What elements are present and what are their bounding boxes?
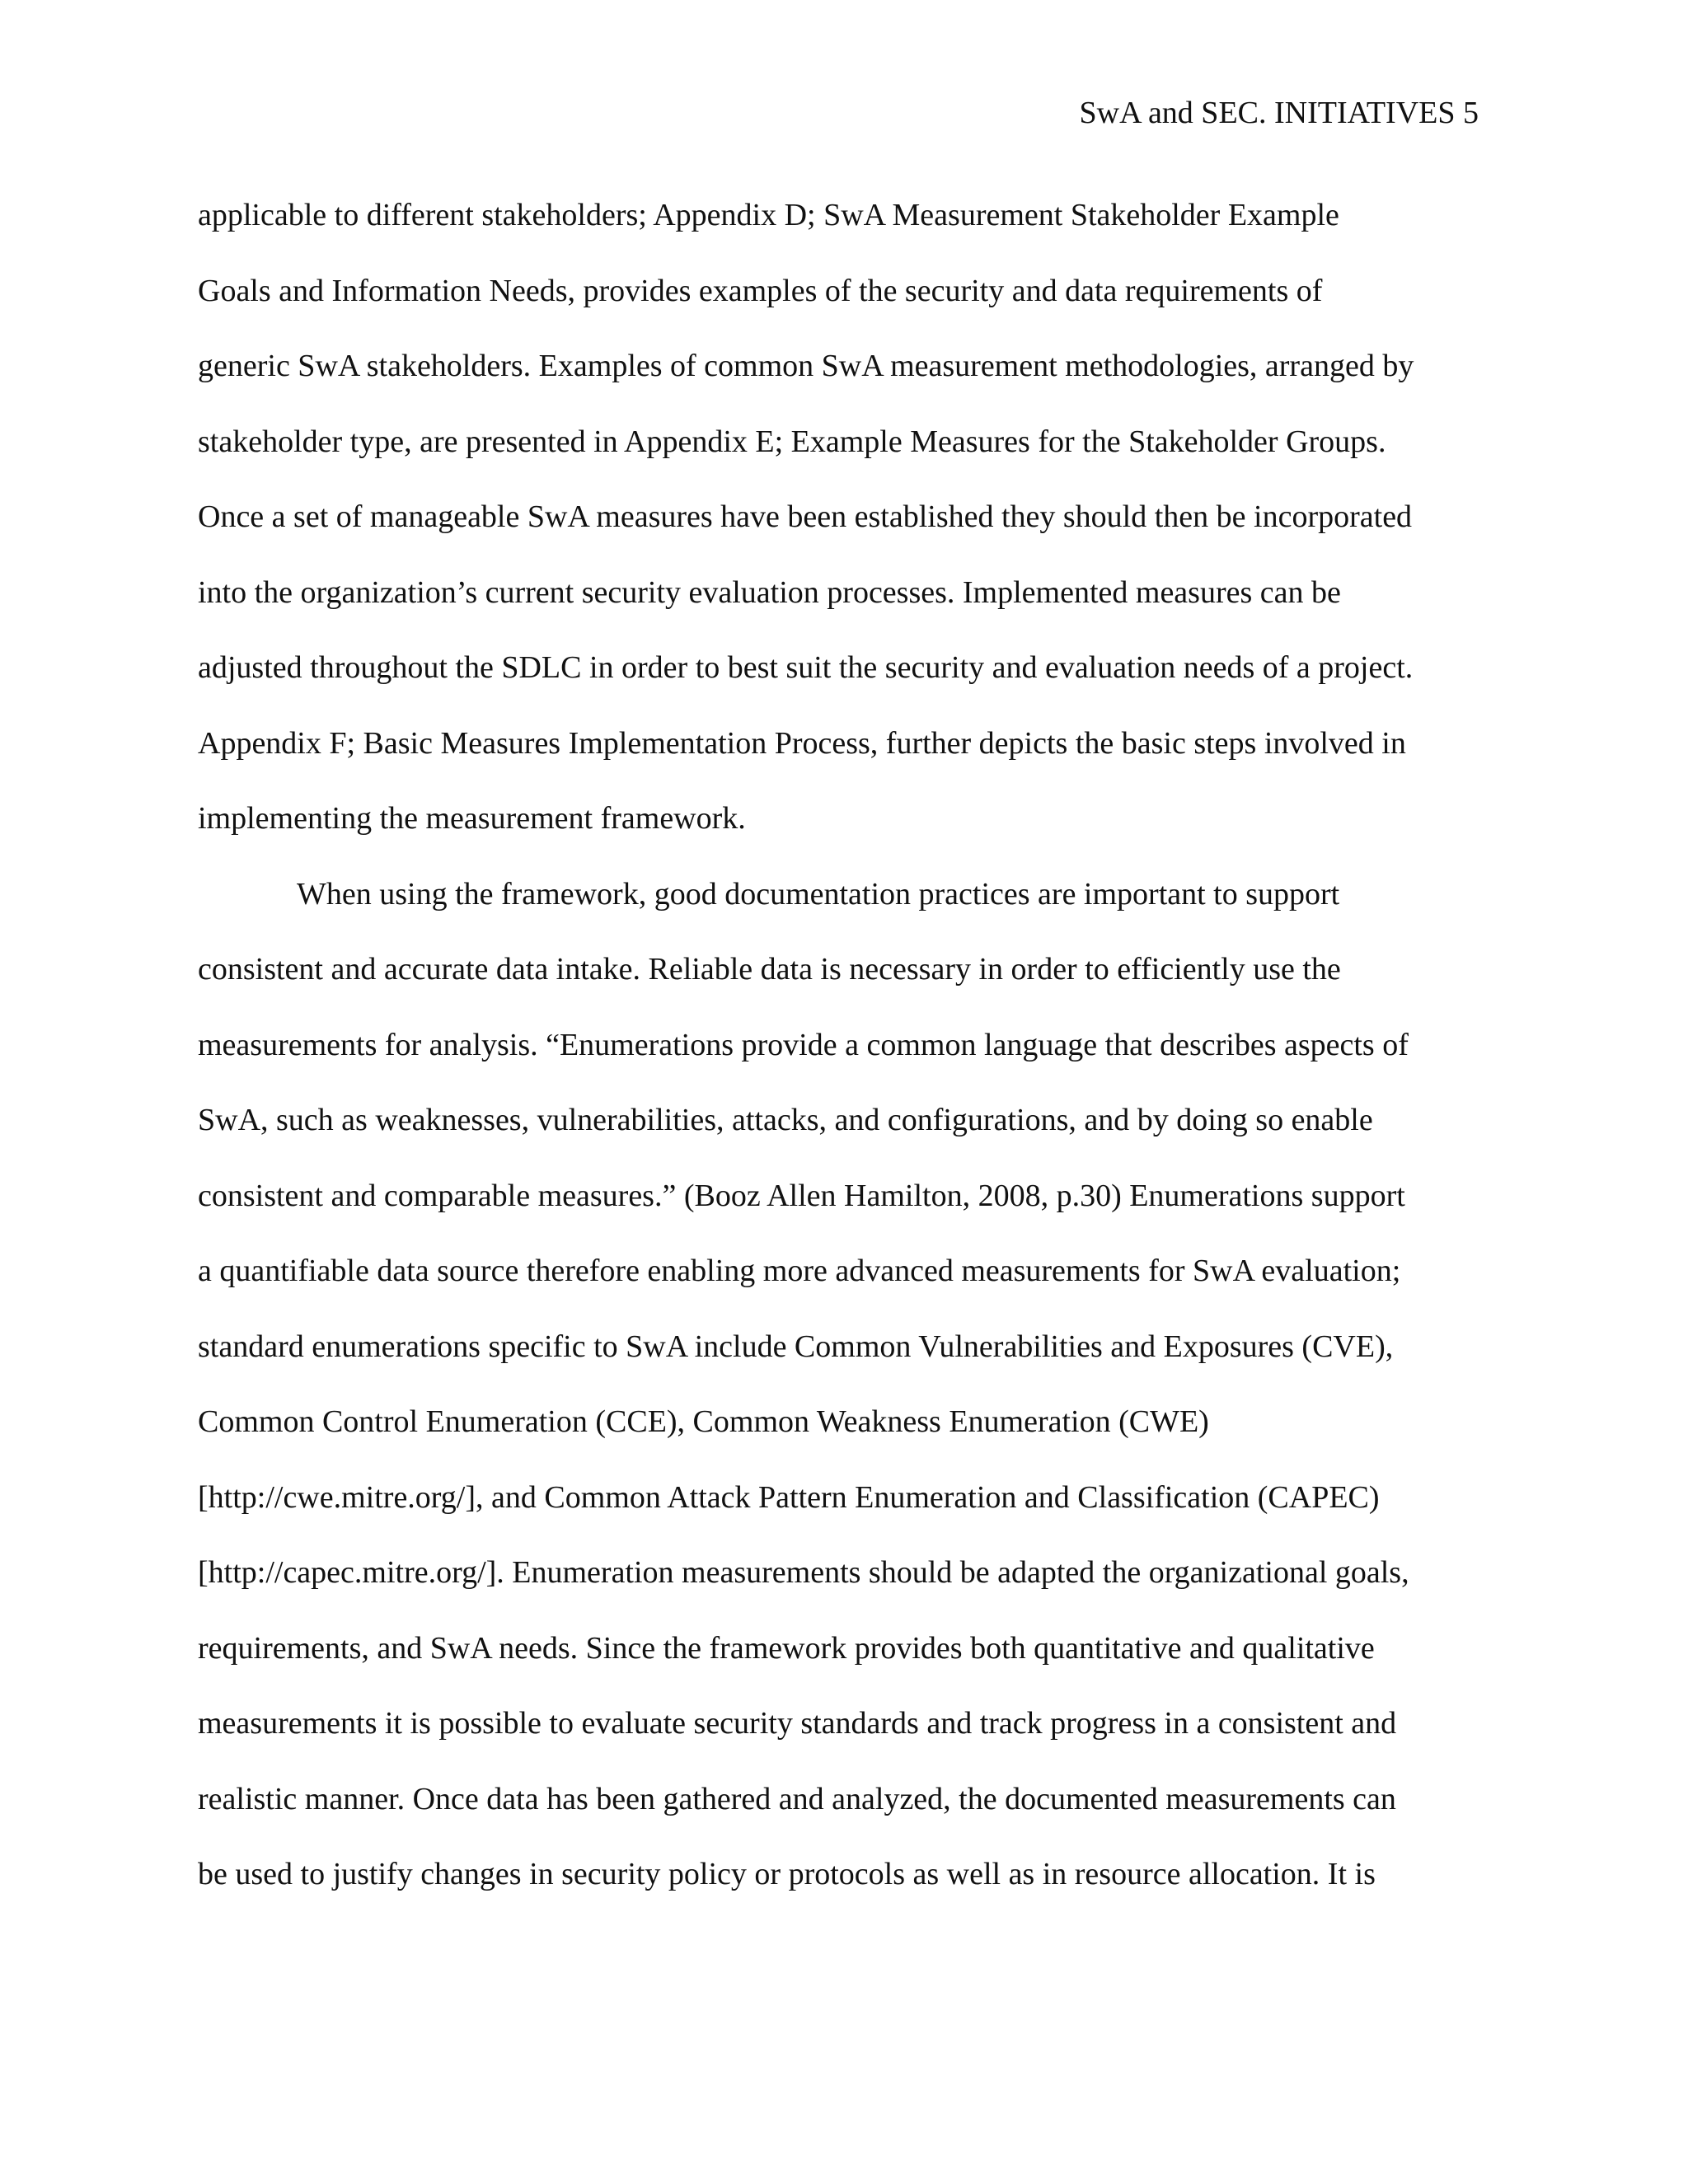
text-line: realistic manner. Once data has been gathered and analyzed, the documented measurements can [198, 1781, 1396, 1816]
text-line: consistent and comparable measures.” (Booz Allen Hamilton, 2008, p.30) Enumerations support [198, 1178, 1405, 1213]
text-line: adjusted throughout the SDLC in order to best suit the security and evaluation needs of a project. [198, 650, 1414, 685]
text-line: standard enumerations specific to SwA include Common Vulnerabilities and Exposures (CVE), [198, 1329, 1394, 1364]
text-line: consistent and accurate data intake. Reliable data is necessary in order to efficiently use the [198, 952, 1341, 987]
paragraph [198, 874, 1496, 1929]
text-line: generic SwA stakeholders. Examples of common SwA measurement methodologies, arranged by [198, 349, 1414, 383]
paragraph [198, 194, 1496, 874]
text-line: SwA, such as weaknesses, vulnerabilities, attacks, and configurations, and by doing so enable [198, 1103, 1373, 1137]
text-line: [http://cwe.mitre.org/], and Common Attack Pattern Enumeration and Classification (CAPEC) [198, 1479, 1380, 1515]
text-line: stakeholder type, are presented in Appendix E; Example Measures for the Stakeholder Groups. [198, 424, 1386, 459]
running-head: SwA and SEC. INITIATIVES 5 [1079, 96, 1479, 130]
text-line-indented: When using the framework, good documentation practices are important to support [297, 876, 1340, 912]
text-line: applicable to different stakeholders; Appendix D; SwA Measurement Stakeholder Example [198, 198, 1339, 232]
text-line: measurements for analysis. “Enumerations provide a common language that describes aspects of [198, 1027, 1409, 1062]
text-line: Common Control Enumeration (CCE), Common Weakness Enumeration (CWE) [198, 1404, 1209, 1439]
text-line: [http://capec.mitre.org/]. Enumeration measurements should be adapted the organizational goals, [198, 1555, 1409, 1590]
text-line: measurements it is possible to evaluate security standards and track progress in a consistent and [198, 1706, 1397, 1741]
text-line: requirements, and SwA needs. Since the framework provides both quantitative and qualitative [198, 1630, 1375, 1666]
text-line: be used to justify changes in security policy or protocols as well as in resource allocation. It is [198, 1857, 1376, 1891]
text-line: a quantifiable data source therefore enabling more advanced measurements for SwA evaluation; [198, 1254, 1401, 1288]
document-body [198, 194, 1496, 1929]
text-line: implementing the measurement framework. [198, 801, 746, 836]
text-line: Once a set of manageable SwA measures have been established they should then be incorporated [198, 499, 1413, 534]
text-line: Goals and Information Needs, provides examples of the security and data requirements of [198, 273, 1323, 308]
text-line: Appendix F; Basic Measures Implementation Process, further depicts the basic steps involved in [198, 725, 1406, 761]
text-line: into the organization’s current security evaluation processes. Implemented measures can be [198, 574, 1341, 610]
